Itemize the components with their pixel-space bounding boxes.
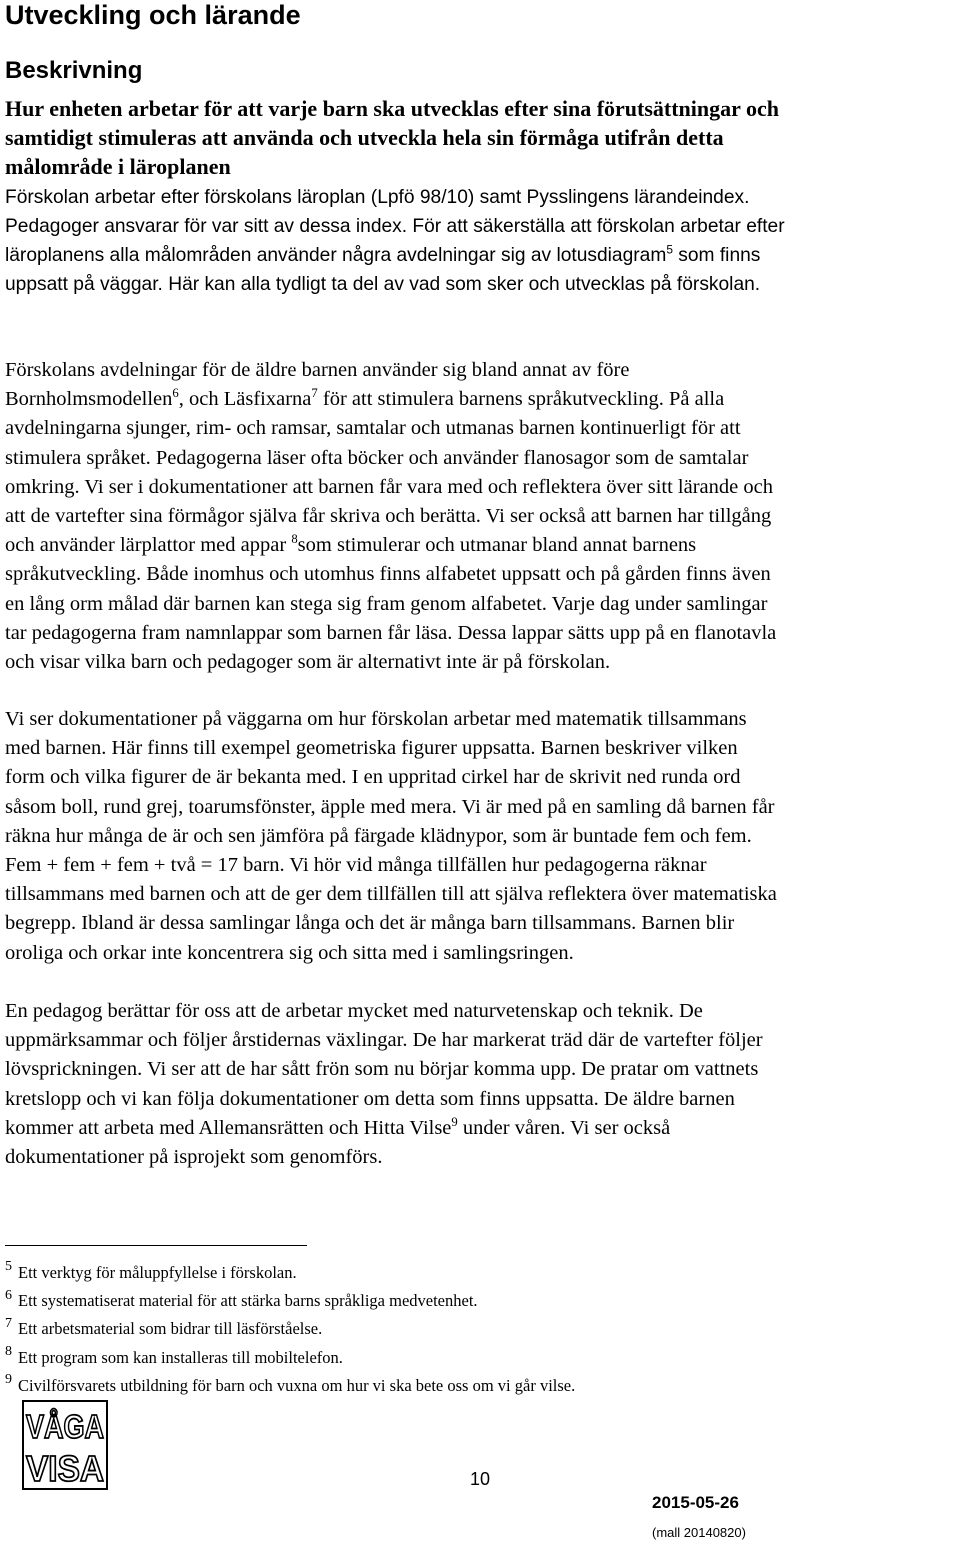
text-line: form och vilka figurer de är bekanta med. I en uppritad cirkel har de skrivit ned runda ord — [5, 766, 741, 789]
text-line: tar pedagogerna fram namnlappar som barnen får läsa. Dessa lappar sätts upp på en flanotavla — [5, 621, 777, 644]
text-line: Förskolan arbetar efter förskolans läroplan (Lpfö 98/10) samt Pysslingens lärandeindex. — [5, 187, 750, 208]
text-segment: som finns — [672, 245, 761, 266]
text-segment: under våren. Vi ser också — [457, 1116, 671, 1139]
text-line: att de vartefter sina förmågor själva får skriva och berätta. Vi ser också att barnen har tillgång — [5, 505, 772, 528]
footnote-text: Ett arbetsmaterial som bidrar till läsförståelse. — [18, 1319, 323, 1339]
footnote-text: Ett program som kan installeras till mobiltelefon. — [18, 1347, 343, 1367]
text-segment: och använder lärplattor med appar — [5, 534, 292, 557]
text-line: avdelningarna sjunger, rim- och ramsar, samtalar och utmanas barnen kontinuerligt för att — [5, 417, 741, 440]
paragraph-language — [5, 356, 950, 677]
text-segment: kommer att arbeta med Allemansrätten och Hitta Vilse — [5, 1116, 452, 1139]
text-line — [5, 241, 950, 270]
text-line: omkring. Vi ser i dokumentationer att barnen får vara med och reflektera över sitt lärande och — [5, 475, 773, 498]
text-line: uppsatt på väggar. Här kan alla tydligt ta del av vad som sker och utvecklas på förskolan. — [5, 274, 761, 295]
vaga-visa-logo — [22, 1400, 108, 1490]
paragraph-math — [5, 705, 950, 968]
footnote-item — [5, 1344, 945, 1372]
text-line: dokumentationer på isprojekt som genomförs. — [5, 1146, 383, 1169]
question-line: samtidigt stimuleras att använda och utveckla hela sin förmåga utifrån detta — [5, 125, 724, 150]
text-line — [5, 1114, 950, 1143]
text-segment: Bornholmsmodellen — [5, 388, 173, 411]
text-line: språkutveckling. Både inomhus och utomhus finns alfabetet uppsatt och på gården finns även — [5, 563, 771, 586]
text-line: Pedagoger ansvarar för var sitt av dessa index. För att säkerställa att förskolan arbetar efter — [5, 216, 785, 237]
text-line: begrepp. Ibland är dessa samlingar långa och det är många barn tillsammans. Barnen blir — [5, 912, 735, 935]
footnote-ref: 5 — [666, 242, 673, 257]
footnote-number: 8 — [5, 1343, 12, 1359]
footnote-item — [5, 1259, 945, 1287]
text-line: En pedagog berättar för oss att de arbetar mycket med naturvetenskap och teknik. De — [5, 1000, 703, 1022]
footnote-number: 6 — [5, 1287, 12, 1303]
logo-line-1: VÅGA — [26, 1408, 104, 1445]
text-line: en lång orm målad där barnen kan stega sig fram genom alfabetet. Varje dag under samlingar — [5, 592, 768, 615]
text-segment: som stimulerar och utmanar bland annat barnens — [297, 534, 697, 557]
question-line: målområde i läroplanen — [5, 154, 231, 179]
text-line: tillsammans med barnen och att de ger dem tillfällen till att själva reflektera över matematiska — [5, 883, 777, 906]
text-line: oroliga och orkar inte koncentrera sig och sitta med i samlingsringen. — [5, 941, 574, 964]
text-line: uppmärksammar och följer årstidernas växlingar. De har markerat träd där de vartefter följer — [5, 1029, 763, 1052]
footnote-item — [5, 1287, 945, 1315]
text-line: Vi ser dokumentationer på väggarna om hur förskolan arbetar med matematik tillsammans — [5, 708, 747, 730]
footnote-divider — [5, 1245, 307, 1246]
footnote-number: 9 — [5, 1372, 12, 1388]
text-line: kretslopp och vi kan följa dokumentationer om detta som finns uppsatta. De äldre barnen — [5, 1087, 735, 1110]
text-line: stimulera språket. Pedagogerna läser ofta böcker och använder flanosagor som de samtalar — [5, 446, 749, 469]
text-line: Förskolans avdelningar för de äldre barnen använder sig bland annat av före — [5, 359, 630, 381]
section-heading: Beskrivning — [5, 57, 143, 84]
paragraph-lpfo — [5, 183, 950, 299]
text-line: Fem + fem + fem + två = 17 barn. Vi hör vid många tillfällen hur pedagogerna räknar — [5, 854, 707, 877]
footnote-ref: 9 — [451, 1114, 458, 1129]
footnote-ref: 8 — [291, 532, 298, 547]
page-title: Utveckling och lärande — [5, 0, 301, 30]
footnote-text: Ett systematiserat material för att stärka barns språkliga medvetenhet. — [18, 1291, 478, 1311]
text-line — [5, 385, 950, 414]
template-version: (mall 20140820) — [652, 1525, 746, 1540]
text-line: och visar vilka barn och pedagoger som är alternativt inte är på förskolan. — [5, 651, 611, 674]
text-segment: läroplanens alla målområden använder några avdelningar sig av lotusdiagram — [5, 245, 667, 266]
footnote-text: Civilförsvarets utbildning för barn och vuxna om hur vi ska bete oss om vi går vilse. — [18, 1375, 576, 1395]
paragraph-science — [5, 997, 950, 1172]
footnote-ref: 7 — [311, 386, 318, 401]
question-line: Hur enheten arbetar för att varje barn ska utvecklas efter sina förutsättningar och — [5, 96, 780, 121]
footnote-ref: 6 — [172, 386, 179, 401]
text-line — [5, 531, 950, 560]
page-number: 10 — [470, 1469, 491, 1489]
footnote-number: 7 — [5, 1315, 12, 1331]
logo-line-2: VISA — [26, 1448, 104, 1489]
document-date: 2015-05-26 — [652, 1493, 739, 1512]
footnotes — [5, 1259, 945, 1400]
text-line: lövsprickningen. Vi ser att de har sått frön som nu börjar komma upp. De pratar om vattnets — [5, 1058, 759, 1081]
text-segment: , och Läsfixarna — [178, 388, 312, 411]
question-heading — [5, 94, 945, 181]
text-line: med barnen. Här finns till exempel geometriska figurer uppsatta. Barnen beskriver vilken — [5, 737, 738, 760]
footnote-item — [5, 1372, 945, 1400]
footnote-item — [5, 1315, 945, 1343]
text-line: såsom boll, rund grej, toarumsfönster, äpple med mera. Vi är med på en samling då barnen får — [5, 795, 775, 818]
footnote-number: 5 — [5, 1259, 12, 1275]
text-segment: för att stimulera barnens språkutveckling. På alla — [317, 388, 725, 411]
text-line: räkna hur många de är och sen jämföra på färgade klädnypor, som är buntade fem och fem. — [5, 824, 752, 847]
footnote-text: Ett verktyg för måluppfyllelse i förskolan. — [18, 1263, 297, 1282]
